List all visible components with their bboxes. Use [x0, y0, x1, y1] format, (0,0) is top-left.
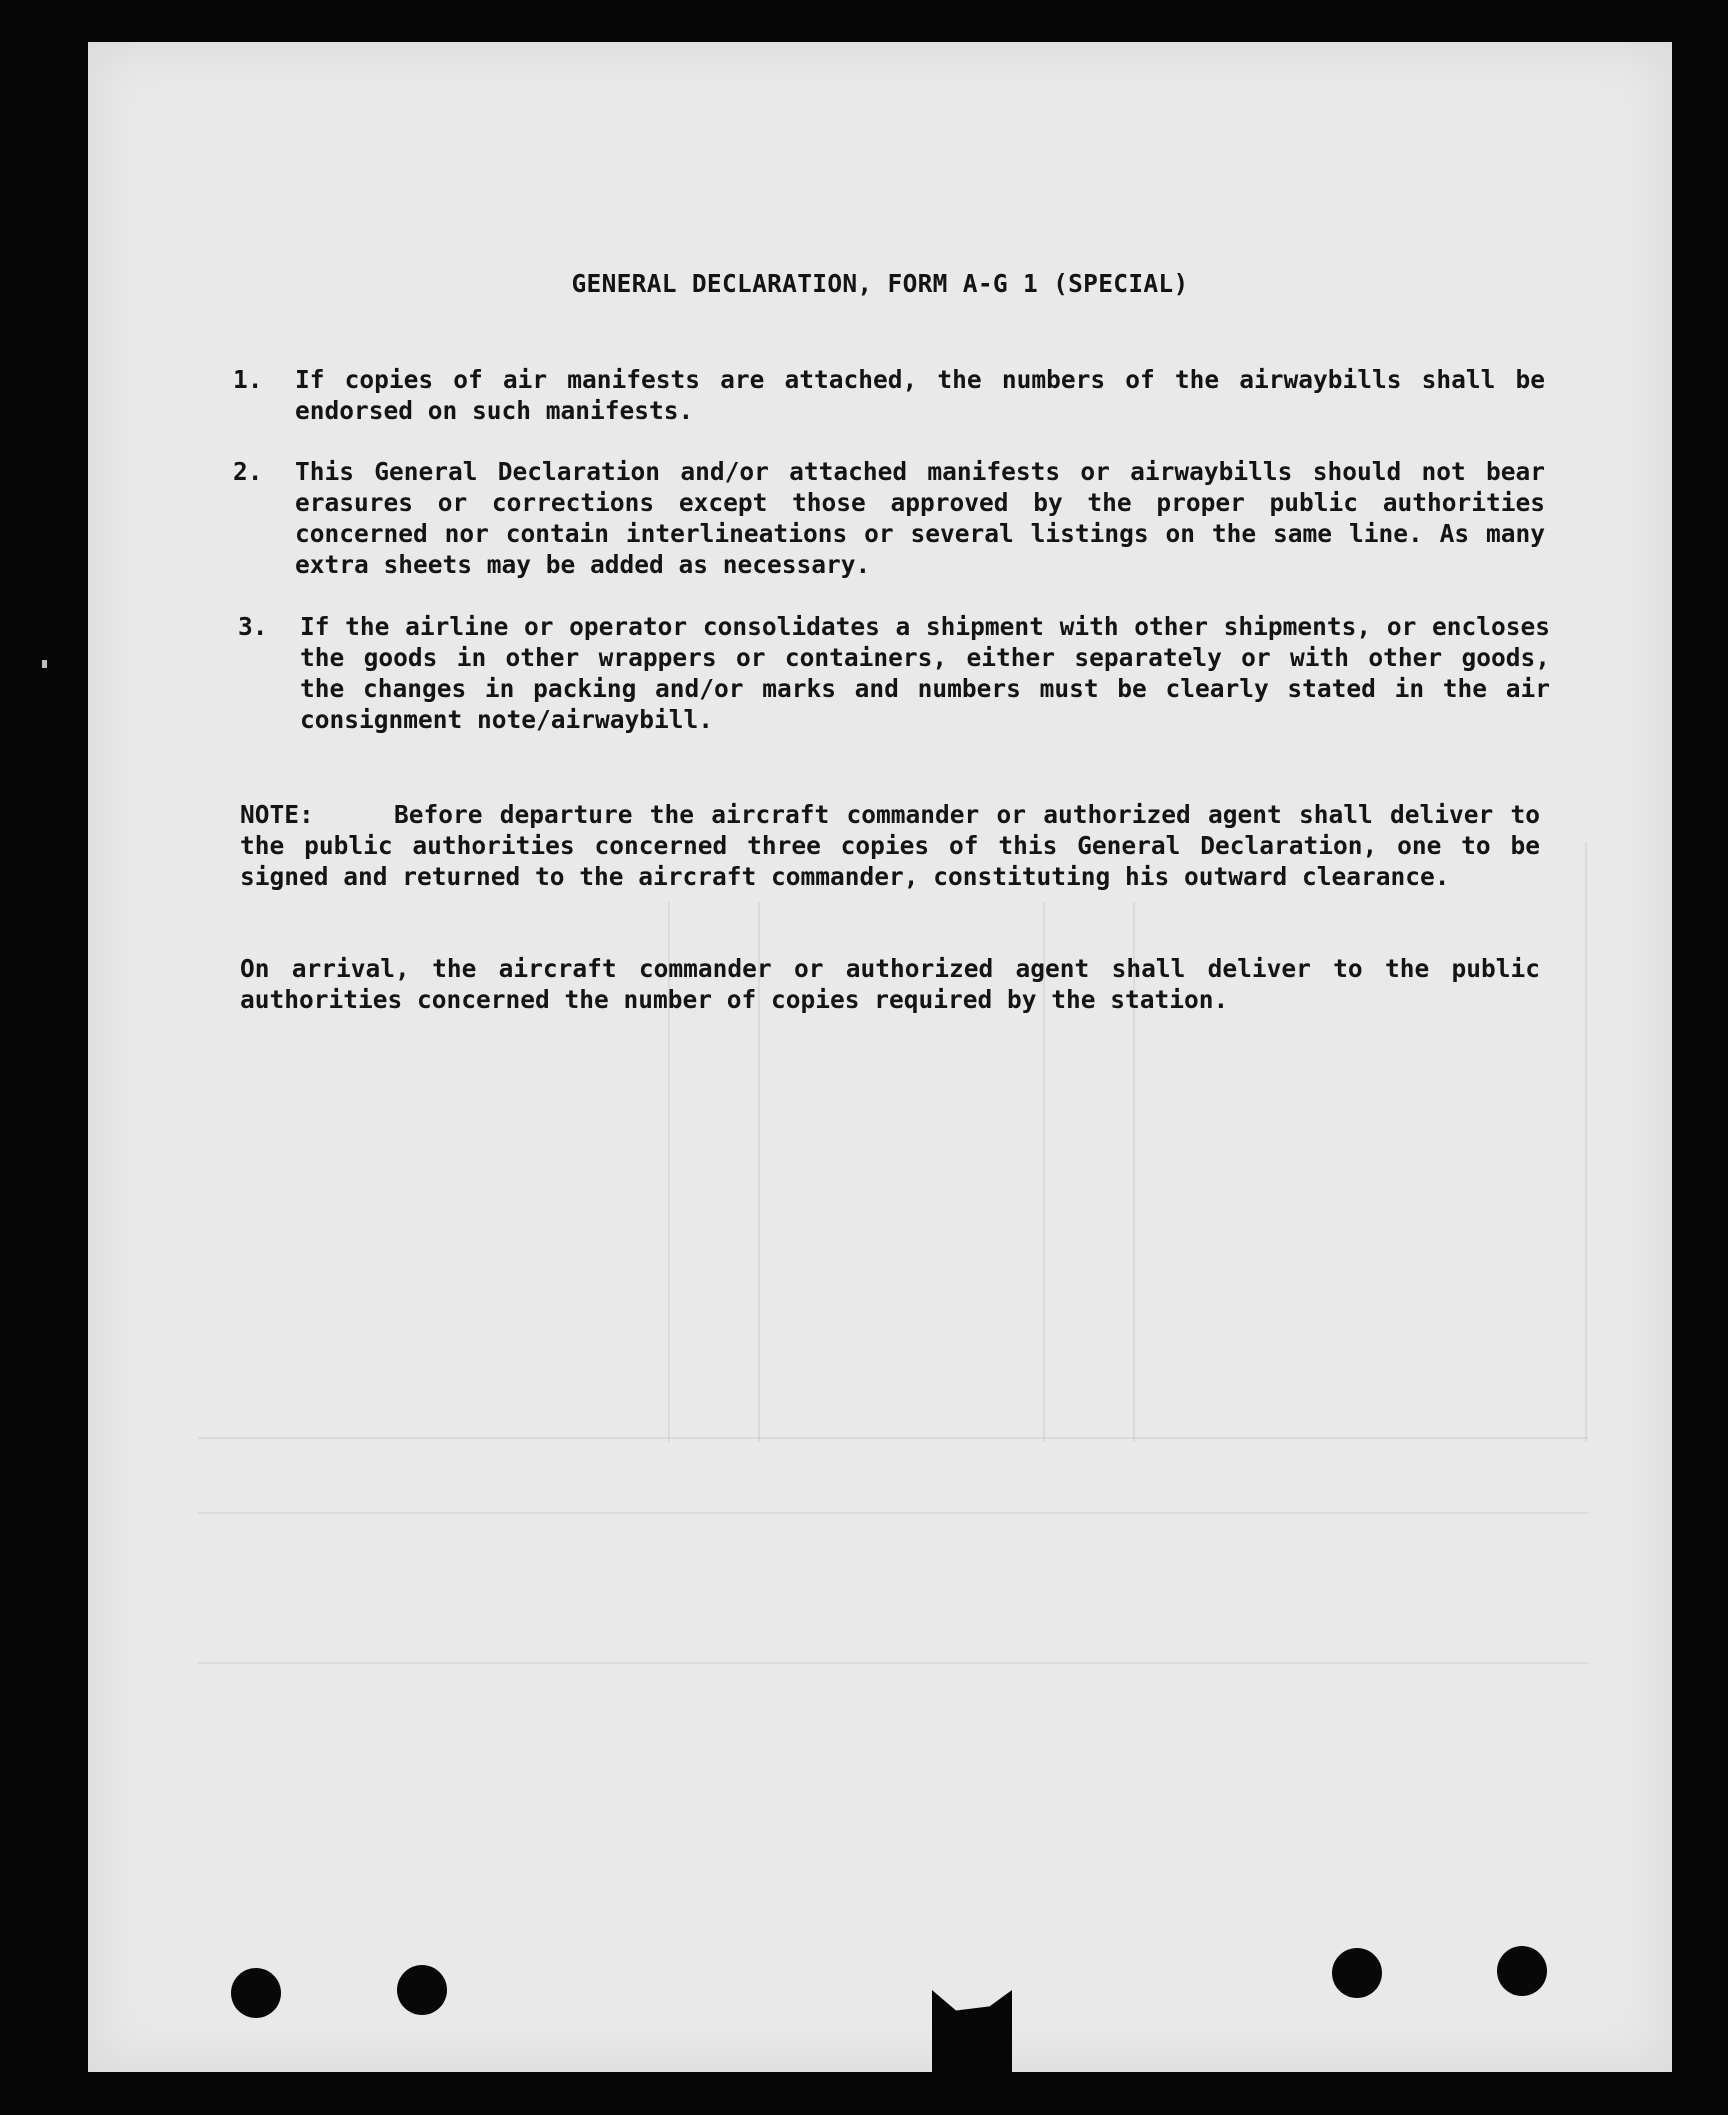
show-through-rule	[198, 1512, 1588, 1514]
page-title: GENERAL DECLARATION, FORM A-G 1 (SPECIAL)	[571, 269, 1189, 298]
item-text: If the airline or operator consolidates a shipment with other shipments, or encloses the goods in other wrappers or containers, either separately or with other goods, the changes in packing and/or marks and numbers must be clearly stated in the air consignment note/airwaybill.	[300, 612, 1550, 734]
show-through-rule	[198, 1662, 1588, 1664]
punch-hole-icon	[397, 1965, 447, 2015]
show-through-rule	[1585, 842, 1587, 1442]
note-label: NOTE:	[240, 800, 314, 829]
document-page	[88, 42, 1672, 2072]
note-paragraph	[240, 799, 1540, 892]
note-text: Before departure the aircraft commander or authorized agent shall deliver to the public authorities concerned three copies of this General Declaration, one to be signed and returned to the aircraft commander, constituting his outward clearance.	[240, 800, 1540, 891]
punch-hole-icon	[1332, 1948, 1382, 1998]
item-text: If copies of air manifests are attached, the numbers of the airwaybills shall be endorsed on such manifests.	[295, 365, 1545, 425]
film-edge-mark	[42, 660, 47, 668]
arrival-paragraph: On arrival, the aircraft commander or authorized agent shall deliver to the public authorities concerned the number of copies required by the station.	[240, 954, 1540, 1014]
punch-hole-icon	[1497, 1946, 1547, 1996]
item-number: 3.	[238, 612, 268, 641]
item-text: This General Declaration and/or attached manifests or airwaybills should not bear erasures or corrections except those approved by the proper public authorities concerned nor contain interlineations or several listings on the same line. As many extra sheets may be added as necessary.	[295, 457, 1545, 579]
item-number: 1.	[233, 365, 263, 394]
item-number: 2.	[233, 457, 263, 486]
show-through-rule	[198, 1437, 1588, 1439]
punch-hole-icon	[231, 1968, 281, 2018]
